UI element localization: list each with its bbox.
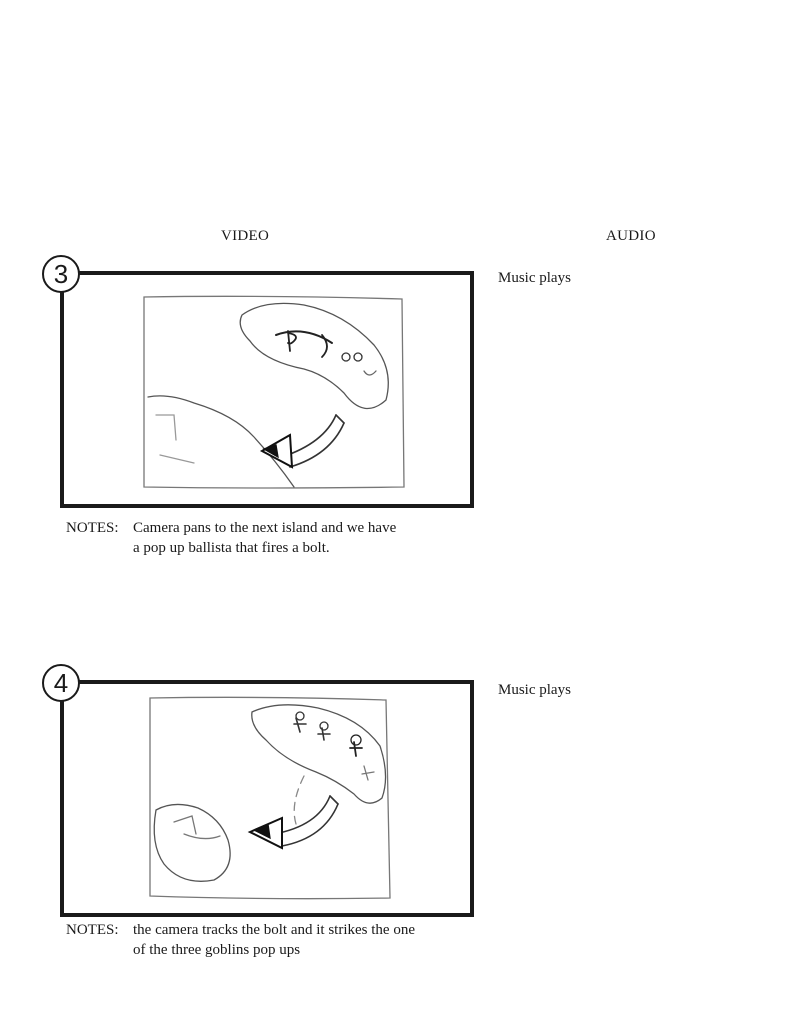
panel-4-audio: Music plays xyxy=(498,682,571,698)
panel-3-audio: Music plays xyxy=(498,270,571,286)
panel-3-notes-line-2: a pop up ballista that fires a bolt. xyxy=(133,540,330,556)
panel-4-notes-line-2: of the three goblins pop ups xyxy=(133,942,301,958)
panel-3-notes-label: NOTES: xyxy=(66,520,119,536)
panel-4-notes-label: NOTES: xyxy=(66,922,119,938)
panel-4-sketch xyxy=(64,684,470,913)
panel-3-frame xyxy=(60,271,474,508)
panel-4-notes-line-1: the camera tracks the bolt and it strikes the one xyxy=(133,922,415,938)
panel-3-number: 3 xyxy=(42,255,80,293)
panel-3-notes-line-1: Camera pans to the next island and we have xyxy=(133,520,397,536)
audio-column-header: AUDIO xyxy=(606,228,656,244)
panel-4-frame xyxy=(60,680,474,917)
panel-4-notes xyxy=(133,920,453,960)
video-column-header: VIDEO xyxy=(221,228,270,244)
panel-4-number: 4 xyxy=(42,664,80,702)
panel-3-sketch xyxy=(64,275,470,504)
panel-3-notes xyxy=(133,518,453,558)
